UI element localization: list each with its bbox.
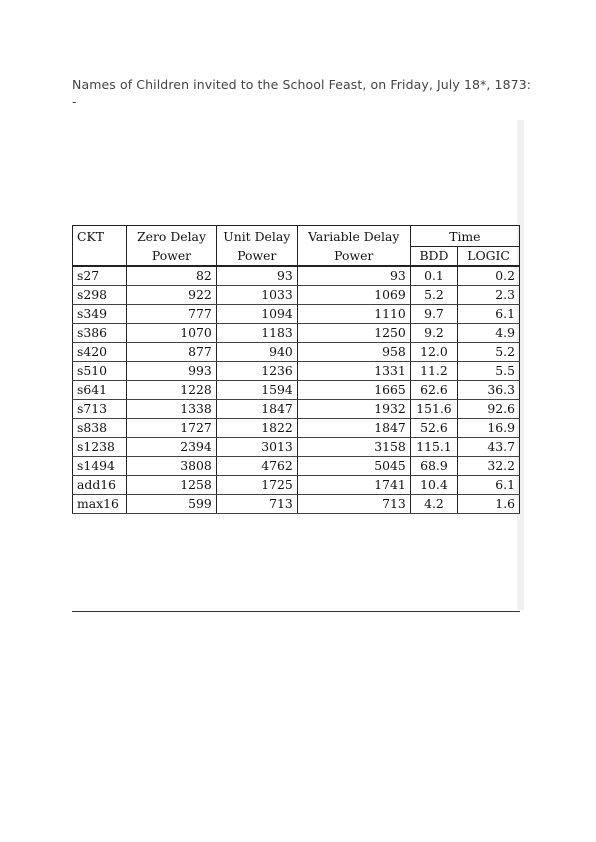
cell-ckt: add16 <box>73 476 127 495</box>
cell-logic-time: 4.9 <box>458 324 520 343</box>
table-row <box>73 324 520 343</box>
cell-ckt: s420 <box>73 343 127 362</box>
cell-bdd-time: 9.7 <box>410 305 457 324</box>
cell-variable-delay-power: 1250 <box>297 324 410 343</box>
cell-bdd-time: 4.2 <box>410 495 457 514</box>
cell-ckt: s349 <box>73 305 127 324</box>
cell-bdd-time: 5.2 <box>410 286 457 305</box>
table-row <box>73 495 520 514</box>
cell-ckt: s641 <box>73 381 127 400</box>
cell-unit-delay-power: 1725 <box>216 476 297 495</box>
cell-zero-delay-power: 1338 <box>127 400 217 419</box>
cell-variable-delay-power: 5045 <box>297 457 410 476</box>
table-row <box>73 286 520 305</box>
cell-unit-delay-power: 1236 <box>216 362 297 381</box>
table-row <box>73 343 520 362</box>
table-row <box>73 476 520 495</box>
cell-logic-time: 6.1 <box>458 476 520 495</box>
cell-bdd-time: 68.9 <box>410 457 457 476</box>
cell-unit-delay-power: 3013 <box>216 438 297 457</box>
cell-logic-time: 6.1 <box>458 305 520 324</box>
header-variable-power: Power <box>297 247 410 267</box>
cell-zero-delay-power: 82 <box>127 266 217 286</box>
cell-zero-delay-power: 3808 <box>127 457 217 476</box>
cell-bdd-time: 115.1 <box>410 438 457 457</box>
cell-ckt: s27 <box>73 266 127 286</box>
header-unit-delay: Unit Delay <box>216 226 297 247</box>
cell-logic-time: 2.3 <box>458 286 520 305</box>
cell-logic-time: 92.6 <box>458 400 520 419</box>
header-ckt: CKT <box>73 226 127 267</box>
cell-variable-delay-power: 713 <box>297 495 410 514</box>
table-row <box>73 438 520 457</box>
cell-logic-time: 32.2 <box>458 457 520 476</box>
page-heading <box>72 76 532 110</box>
table-row <box>73 305 520 324</box>
cell-variable-delay-power: 1110 <box>297 305 410 324</box>
cell-logic-time: 1.6 <box>458 495 520 514</box>
cell-zero-delay-power: 1258 <box>127 476 217 495</box>
cell-unit-delay-power: 1822 <box>216 419 297 438</box>
cell-unit-delay-power: 93 <box>216 266 297 286</box>
header-bdd: BDD <box>410 247 457 267</box>
cell-logic-time: 0.2 <box>458 266 520 286</box>
heading-dash: - <box>72 94 77 109</box>
cell-bdd-time: 151.6 <box>410 400 457 419</box>
table-row <box>73 381 520 400</box>
cell-unit-delay-power: 4762 <box>216 457 297 476</box>
cell-variable-delay-power: 1932 <box>297 400 410 419</box>
cell-ckt: s713 <box>73 400 127 419</box>
cell-ckt: max16 <box>73 495 127 514</box>
cell-logic-time: 36.3 <box>458 381 520 400</box>
cell-zero-delay-power: 599 <box>127 495 217 514</box>
header-logic: LOGIC <box>458 247 520 267</box>
cell-variable-delay-power: 1847 <box>297 419 410 438</box>
cell-logic-time: 16.9 <box>458 419 520 438</box>
cell-variable-delay-power: 958 <box>297 343 410 362</box>
cell-ckt: s1238 <box>73 438 127 457</box>
cell-ckt: s838 <box>73 419 127 438</box>
table-body <box>73 266 520 514</box>
cell-ckt: s1494 <box>73 457 127 476</box>
table-row <box>73 419 520 438</box>
cell-bdd-time: 9.2 <box>410 324 457 343</box>
power-delay-table <box>72 225 520 514</box>
header-zero-delay: Zero Delay <box>127 226 217 247</box>
cell-ckt: s386 <box>73 324 127 343</box>
cell-zero-delay-power: 777 <box>127 305 217 324</box>
cell-bdd-time: 52.6 <box>410 419 457 438</box>
cell-ckt: s298 <box>73 286 127 305</box>
cell-logic-time: 43.7 <box>458 438 520 457</box>
header-time: Time <box>410 226 519 247</box>
table-row <box>73 362 520 381</box>
cell-variable-delay-power: 1069 <box>297 286 410 305</box>
cell-unit-delay-power: 713 <box>216 495 297 514</box>
cell-unit-delay-power: 1183 <box>216 324 297 343</box>
cell-variable-delay-power: 1331 <box>297 362 410 381</box>
cell-variable-delay-power: 93 <box>297 266 410 286</box>
bottom-rule <box>72 611 520 612</box>
cell-variable-delay-power: 3158 <box>297 438 410 457</box>
cell-zero-delay-power: 2394 <box>127 438 217 457</box>
cell-zero-delay-power: 1070 <box>127 324 217 343</box>
table-row <box>73 400 520 419</box>
cell-unit-delay-power: 1094 <box>216 305 297 324</box>
cell-unit-delay-power: 1594 <box>216 381 297 400</box>
cell-bdd-time: 12.0 <box>410 343 457 362</box>
header-variable-delay: Variable Delay <box>297 226 410 247</box>
cell-zero-delay-power: 993 <box>127 362 217 381</box>
cell-zero-delay-power: 1727 <box>127 419 217 438</box>
cell-zero-delay-power: 1228 <box>127 381 217 400</box>
cell-logic-time: 5.5 <box>458 362 520 381</box>
cell-bdd-time: 0.1 <box>410 266 457 286</box>
cell-bdd-time: 62.6 <box>410 381 457 400</box>
cell-zero-delay-power: 922 <box>127 286 217 305</box>
cell-variable-delay-power: 1741 <box>297 476 410 495</box>
cell-unit-delay-power: 940 <box>216 343 297 362</box>
cell-bdd-time: 10.4 <box>410 476 457 495</box>
header-zero-power: Power <box>127 247 217 267</box>
cell-logic-time: 5.2 <box>458 343 520 362</box>
cell-unit-delay-power: 1847 <box>216 400 297 419</box>
cell-variable-delay-power: 1665 <box>297 381 410 400</box>
heading-text: Names of Children invited to the School Feast, on Friday, July 18*, 1873: <box>72 77 532 92</box>
cell-bdd-time: 11.2 <box>410 362 457 381</box>
header-unit-power: Power <box>216 247 297 267</box>
cell-unit-delay-power: 1033 <box>216 286 297 305</box>
cell-ckt: s510 <box>73 362 127 381</box>
table-row <box>73 457 520 476</box>
cell-zero-delay-power: 877 <box>127 343 217 362</box>
table-row <box>73 266 520 286</box>
